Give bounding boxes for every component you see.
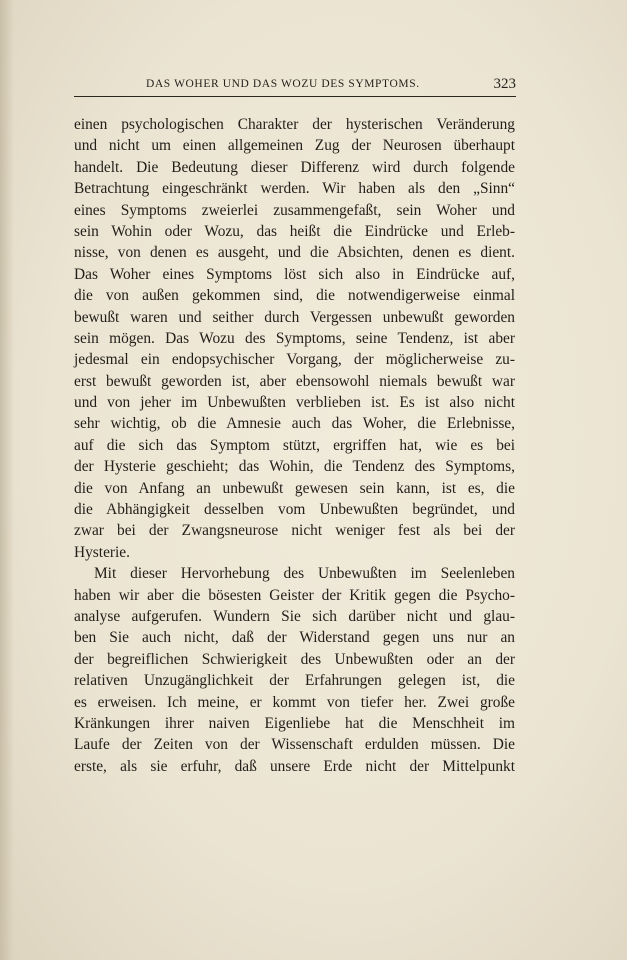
text-line: jedesmal ein endopsychischer Vorgang, der möglicherweise zu- — [74, 351, 515, 369]
text-line: sein mögen. Das Wozu des Symptoms, seine Tendenz, ist aber — [74, 329, 515, 347]
text-line: es erweisen. Ich meine, er kommt von tiefer her. Zwei große — [74, 693, 515, 711]
running-header — [74, 76, 516, 97]
text-line: der Hysterie geschieht; das Wohin, die Tendenz des Symptoms, — [74, 458, 515, 476]
text-line: Betrachtung eingeschränkt werden. Wir haben als den „Sinn“ — [74, 180, 515, 198]
text-line: und nicht um einen allgemeinen Zug der Neurosen überhaupt — [74, 137, 515, 155]
text-line: analyse aufgerufen. Wundern Sie sich darüber nicht und glau- — [74, 607, 515, 625]
text-line: Hysterie. — [74, 543, 130, 561]
text-line: relativen Unzugänglichkeit der Erfahrungen gelegen ist, die — [74, 672, 515, 690]
text-line: zwar bei der Zwangsneurose nicht weniger fest als bei der — [74, 522, 515, 540]
text-line: erst bewußt geworden ist, aber ebensowohl niemals bewußt war — [74, 372, 515, 390]
running-title: DAS WOHER UND DAS WOZU DES SYMPTOMS. — [146, 78, 420, 90]
text-line: ben Sie auch nicht, daß der Widerstand gegen uns nur an — [74, 629, 515, 647]
text-line: Das Woher eines Symptoms löst sich also in Eindrücke auf, — [74, 265, 515, 283]
text-line: die von außen gekommen sind, die notwendigerweise einmal — [74, 287, 515, 305]
paragraph — [74, 563, 515, 777]
page-gutter-shadow — [0, 0, 14, 960]
body-text — [74, 114, 515, 777]
text-line: haben wir aber die bösesten Geister der Kritik gegen die Psycho- — [74, 586, 515, 604]
text-line: bewußt waren und seither durch Vergessen unbewußt geworden — [74, 308, 515, 326]
text-line: sein Wohin oder Wozu, das heißt die Eindrücke und Erleb- — [74, 222, 515, 240]
text-line: der begreiflichen Schwierigkeit des Unbewußten oder an der — [74, 650, 515, 668]
text-line: die von Anfang an unbewußt gewesen sein kann, ist es, die — [74, 479, 515, 497]
text-line: handelt. Die Bedeutung dieser Differenz wird durch folgende — [74, 158, 515, 176]
page-number: 323 — [493, 76, 516, 92]
text-line: eines Symptoms zweierlei zusammengefaßt, sein Woher und — [74, 201, 515, 219]
text-line: erste, als sie erfuhr, daß unsere Erde nicht der Mittelpunkt — [74, 757, 515, 775]
text-line: sehr wichtig, ob die Amnesie auch das Woher, die Erlebnisse, — [74, 415, 515, 433]
text-line: Mit dieser Hervorhebung des Unbewußten im Seelenleben — [94, 565, 515, 583]
text-line: nisse, von denen es ausgeht, und die Absichten, denen es dient. — [74, 244, 515, 262]
text-line: auf die sich das Symptom stützt, ergriffen hat, wie es bei — [74, 436, 515, 454]
text-line: einen psychologischen Charakter der hysterischen Veränderung — [74, 116, 515, 133]
text-line: Laufe der Zeiten von der Wissenschaft erdulden müssen. Die — [74, 736, 515, 754]
text-line: die Abhängigkeit desselben vom Unbewußten begründet, und — [74, 501, 515, 519]
paragraph — [74, 114, 515, 563]
text-line: Kränkungen ihrer naiven Eigenliebe hat die Menschheit im — [74, 714, 515, 732]
text-line: und von jeher im Unbewußten verblieben ist. Es ist also nicht — [74, 394, 515, 412]
